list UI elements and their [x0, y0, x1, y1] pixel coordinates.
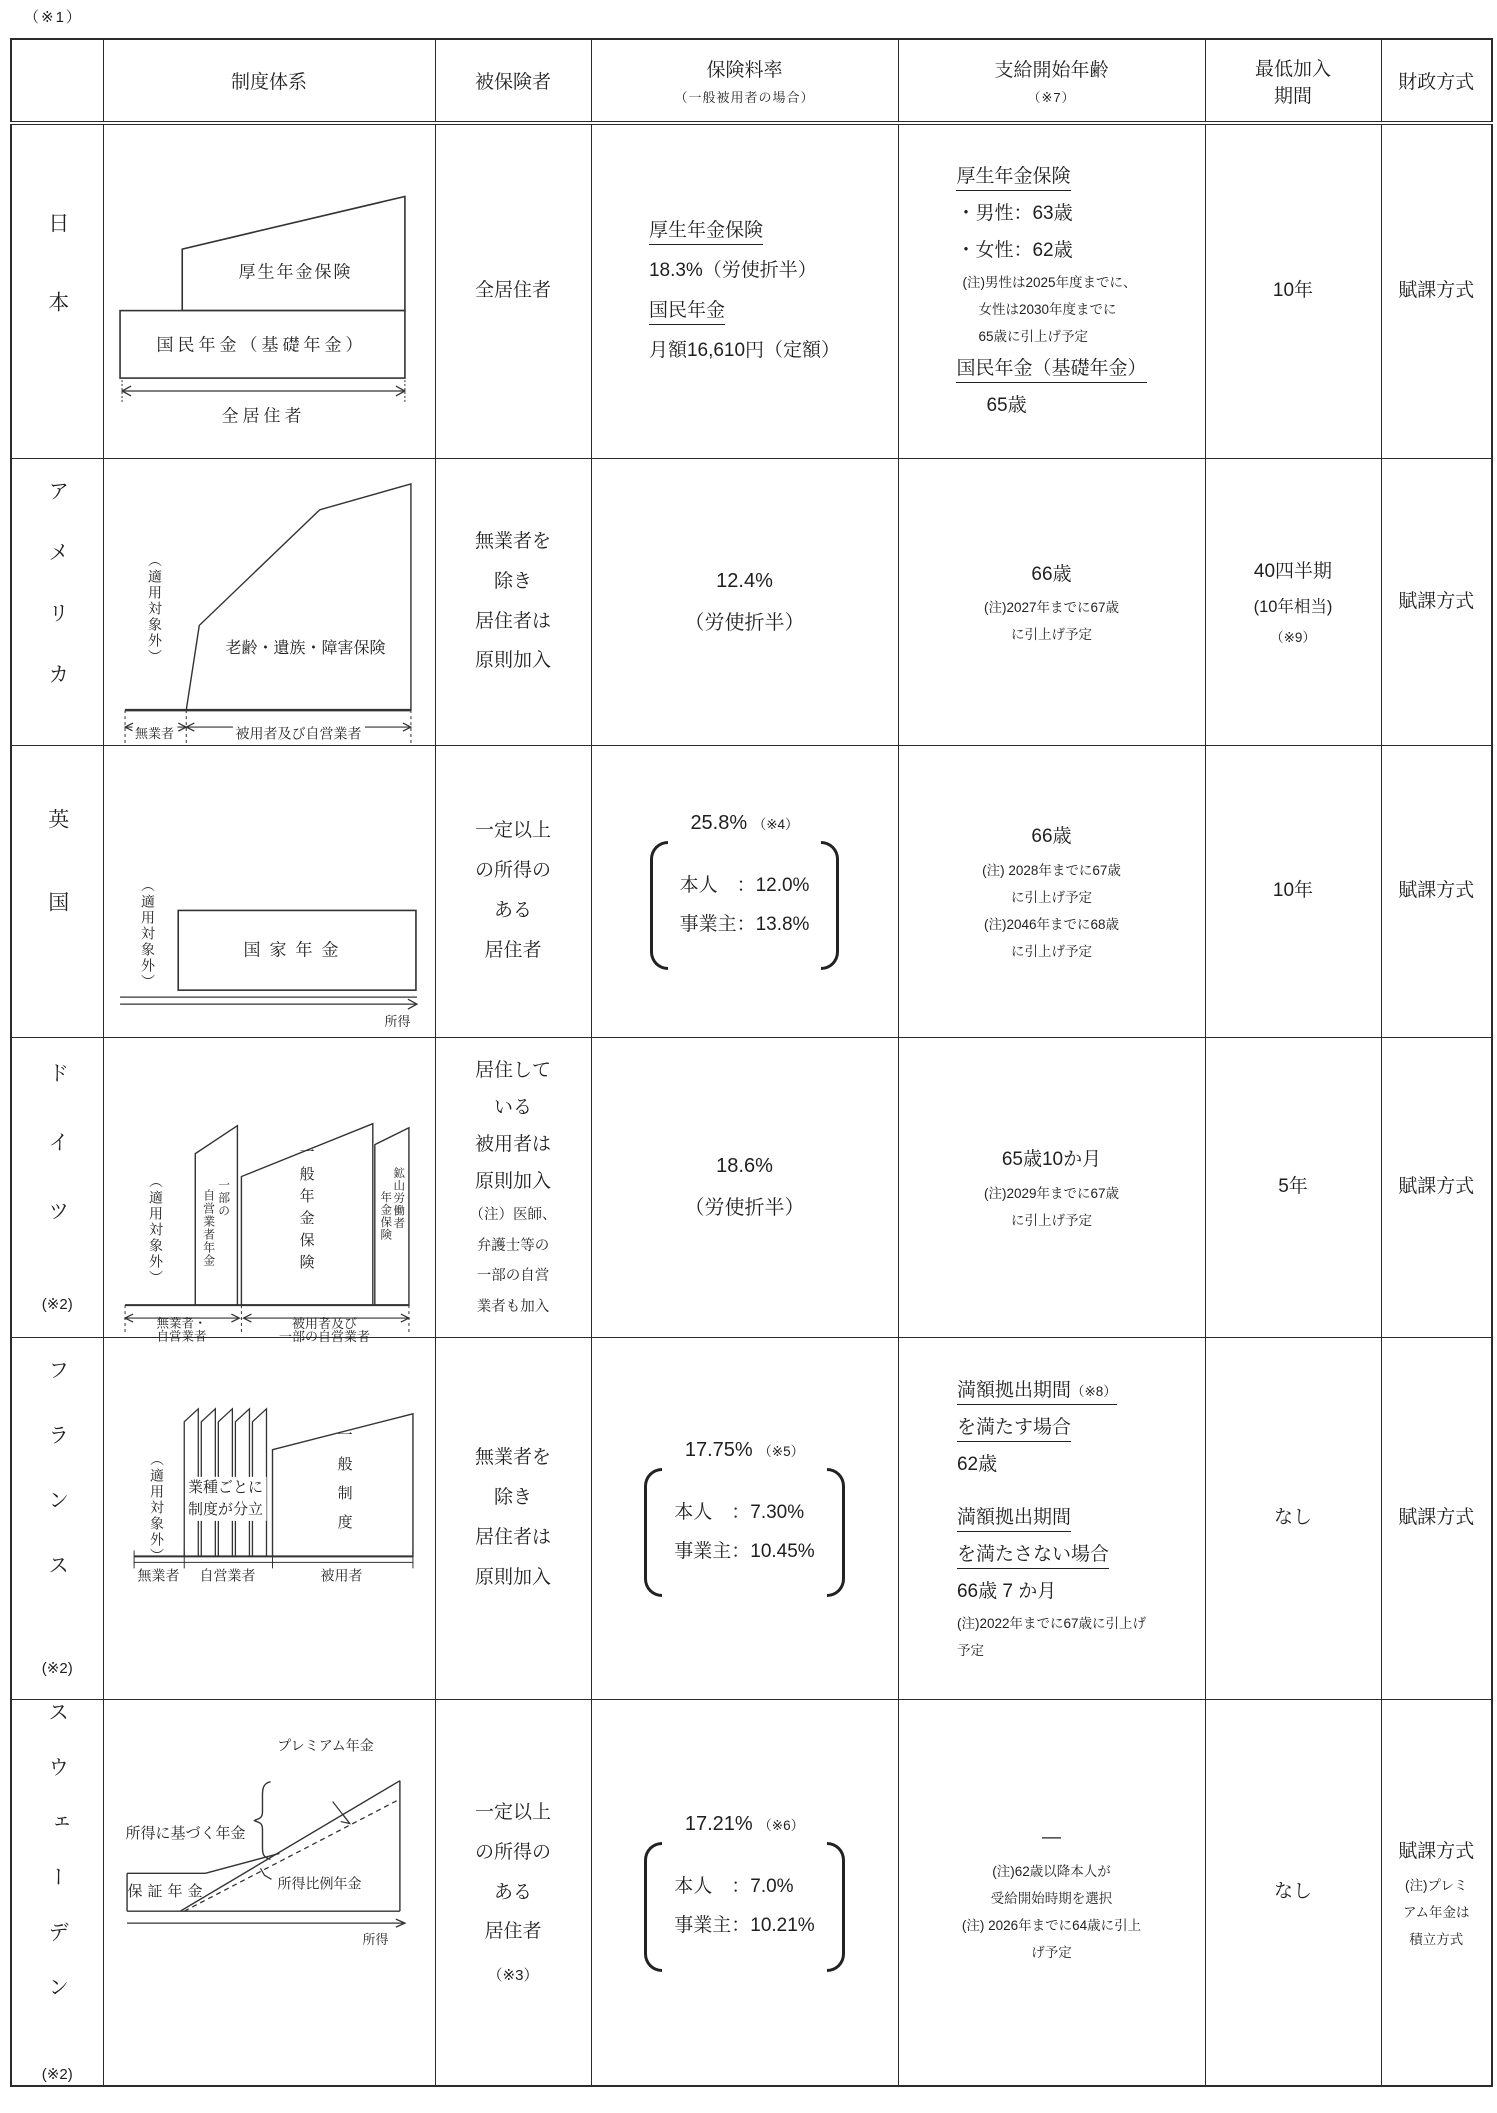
usa-min-line3: （※9）: [1270, 630, 1316, 646]
usa-system-diagram: [103, 458, 435, 745]
uk-financing-cell: [1381, 745, 1492, 1037]
sweden-rate-cell: [591, 1699, 898, 2086]
header-age-title: 支給開始年齢: [994, 60, 1109, 81]
usa-min-line1: 40四半期: [1253, 560, 1333, 582]
sweden-rate-bracket: [592, 1842, 898, 1972]
japan-country-label: 日本: [45, 212, 69, 371]
japan-financing-cell: [1381, 123, 1492, 458]
sweden-insured-cell: [435, 1699, 591, 2086]
pension-comparison-table: [10, 38, 1493, 2087]
header-system: 制度体系: [103, 39, 435, 123]
sweden-country-label: スウェーデン: [45, 1701, 69, 2032]
uk-rate-employer: 事業主：13.8%: [679, 913, 810, 935]
france-age-case1-title2: を満たす場合: [957, 1417, 1071, 1442]
france-slabs-label-line1: 業種ごとに: [185, 1476, 266, 1498]
row-usa: [11, 458, 1492, 745]
sweden-rate-value: 17.21%: [684, 1812, 753, 1835]
header-min-line2: 期間: [1273, 85, 1312, 107]
sweden-insured-line4: 居住者: [484, 1921, 542, 1943]
row-germany: [11, 1037, 1492, 1337]
japan-min-period-cell: [1205, 123, 1381, 458]
uk-bracket-right: [821, 841, 839, 971]
japan-system-diagram: [103, 123, 435, 458]
france-rate-bracket: [592, 1468, 898, 1598]
sweden-age-note3: (注) 2026年までに64歳に引上: [961, 1918, 1142, 1934]
usa-country-cell: [11, 458, 103, 745]
uk-axis-label: 所得: [384, 1013, 411, 1029]
uk-age-note4: に引上げ予定: [1011, 943, 1092, 959]
sweden-age-cell: [898, 1699, 1205, 2086]
japan-rate-line4: 月額16,610円（定額）: [648, 340, 841, 362]
germany-excluded-label: （適用対象外）: [147, 1173, 164, 1286]
header-age: [898, 39, 1205, 123]
header-age-sub: （※7）: [1027, 90, 1076, 105]
germany-country-note: (※2): [41, 1295, 73, 1313]
usa-rate-cell: [591, 458, 898, 745]
header-row: [11, 39, 1492, 123]
japan-age-note3: 65歳に引上げ予定: [978, 329, 1089, 345]
france-insured-line4: 原則加入: [474, 1566, 551, 1588]
france-country-cell: [11, 1337, 103, 1699]
uk-box-label: 国家年金: [243, 940, 348, 960]
france-rate-employer: 事業主：10.45%: [674, 1540, 815, 1562]
uk-country-cell: [11, 745, 103, 1037]
sweden-system-diagram: [103, 1699, 435, 2086]
sweden-financing-note2: アム年金は: [1402, 1904, 1470, 1920]
germany-age-note2: に引上げ予定: [1011, 1212, 1092, 1228]
header-financing: 財政方式: [1381, 39, 1492, 123]
uk-insured-line4: 居住者: [484, 939, 542, 961]
header-country: [11, 39, 103, 123]
japan-age-kosei-title: 厚生年金保険: [956, 166, 1070, 191]
usa-seg2-label: 被用者及び自営業者: [233, 723, 365, 744]
row-japan: [11, 123, 1492, 458]
germany-seg2-label-line1: 被用者及び: [291, 1315, 358, 1331]
france-age-case2-title2: を満たさない場合: [957, 1544, 1109, 1569]
row-sweden: [11, 1699, 1492, 2086]
japan-all-residents-label: 全居住者: [221, 406, 306, 426]
uk-rate-note: （※4）: [752, 816, 799, 832]
usa-age-note2: に引上げ予定: [1011, 627, 1092, 643]
france-excluded-label: （適用対象外）: [148, 1451, 165, 1564]
france-insured-cell: [435, 1337, 591, 1699]
usa-financing: 賦課方式: [1398, 590, 1475, 612]
sweden-age-note2: 受給開始時期を選択: [990, 1891, 1113, 1907]
sweden-age-main: —: [1042, 1827, 1061, 1849]
sweden-financing-note3: 積立方式: [1409, 1931, 1464, 1947]
france-age-note2: 予定: [956, 1643, 984, 1659]
sweden-age-note4: げ予定: [1031, 1945, 1072, 1961]
germany-insured-line3: 被用者は: [474, 1134, 551, 1156]
japan-age-kokumin-age: 65歳: [986, 395, 1027, 417]
uk-rate-cell: [591, 745, 898, 1037]
france-seg2-label: 自営業者: [199, 1567, 256, 1584]
japan-age-male: ・男性：63歳: [956, 203, 1073, 225]
france-min-period: なし: [1273, 1507, 1312, 1529]
france-system-diagram: [103, 1337, 435, 1699]
sweden-min-period-cell: [1205, 1699, 1381, 2086]
uk-financing: 賦課方式: [1398, 880, 1475, 902]
germany-financing: 賦課方式: [1398, 1176, 1475, 1198]
france-min-period-cell: [1205, 1337, 1381, 1699]
germany-slab1-label-part1: 一部の: [216, 1178, 231, 1217]
sweden-income-based-label: 所得に基づく年金: [125, 1824, 246, 1842]
germany-insured-note3: 一部の自営: [476, 1268, 550, 1285]
usa-age-note1: (注)2027年までに67歳: [983, 600, 1120, 616]
header-rate-title: 保険料率: [706, 60, 783, 81]
france-age-cell: [898, 1337, 1205, 1699]
germany-min-period-cell: [1205, 1037, 1381, 1337]
france-bracket-left: [644, 1468, 662, 1598]
france-seg3-label: 被用者: [320, 1567, 363, 1584]
france-bracket-right: [827, 1468, 845, 1598]
sweden-country-note: (※2): [41, 2066, 73, 2084]
japan-kokumin-label: 国民年金（基礎年金）: [156, 335, 367, 355]
germany-system-diagram: [103, 1037, 435, 1344]
usa-age-cell: [898, 458, 1205, 745]
germany-insured-note2: 弁護士等の: [476, 1237, 550, 1254]
uk-bracket-left: [650, 841, 668, 971]
sweden-financing: 賦課方式: [1398, 1840, 1475, 1862]
uk-insured-line3: ある: [493, 900, 532, 921]
usa-insured-line4: 原則加入: [474, 650, 551, 672]
germany-insured-note1: （注）医師、: [469, 1207, 557, 1224]
japan-age-kokumin-title: 国民年金（基礎年金）: [956, 358, 1146, 383]
germany-seg2-label-line2: 一部の自営業者: [278, 1328, 371, 1344]
uk-country-label: 英国: [45, 808, 69, 974]
france-age-case1-note: （※8）: [1070, 1383, 1117, 1399]
japan-country-cell: [11, 123, 103, 458]
sweden-rate-person: 本人 ：7.0%: [674, 1875, 794, 1897]
france-age-case2-age: 66歳 7 か月: [956, 1581, 1057, 1603]
germany-seg1-label-line1: 無業者・: [156, 1316, 207, 1331]
germany-insured-line1: 居住して: [474, 1060, 551, 1082]
sweden-min-period: なし: [1273, 1881, 1312, 1903]
uk-rate-value: 25.8%: [690, 811, 748, 834]
france-rate-cell: [591, 1337, 898, 1699]
usa-insured-line1: 無業者を: [474, 530, 551, 552]
uk-insured-cell: [435, 745, 591, 1037]
uk-insured-line2: の所得の: [474, 860, 551, 882]
sweden-rate-note: （※6）: [758, 1817, 805, 1833]
japan-rate-line1: 厚生年金保険: [649, 220, 763, 245]
header-insured: 被保険者: [435, 39, 591, 123]
uk-excluded-label: （適用対象外）: [139, 877, 156, 990]
germany-financing-cell: [1381, 1037, 1492, 1337]
germany-slab3-label-part1: 鉱山労働者: [392, 1166, 405, 1229]
uk-age-note1: (注) 2028年までに67歳: [982, 862, 1121, 878]
japan-insured-cell: [435, 123, 591, 458]
usa-min-period-cell: [1205, 458, 1381, 745]
sweden-age-note1: (注)62歳以降本人が: [992, 1864, 1111, 1880]
france-insured-line1: 無業者を: [474, 1447, 551, 1469]
france-seg1-label: 無業者: [137, 1567, 180, 1584]
usa-insured-line2: 除き: [493, 570, 532, 592]
uk-rate-person: 本人 ：12.0%: [679, 874, 810, 896]
france-rate-value: 17.75%: [684, 1438, 753, 1461]
usa-country-label: アメリカ: [45, 479, 69, 724]
germany-slab1-label-part2: 自営業者年金: [201, 1188, 216, 1267]
usa-rate-value: 12.4%: [716, 569, 773, 592]
france-slabs-label-line2: 制度が分立: [185, 1498, 266, 1520]
uk-age-main: 66歳: [1031, 826, 1072, 848]
france-age-case1-title: 満額拠出期間: [956, 1379, 1071, 1401]
sweden-rate-employer: 事業主：10.21%: [674, 1914, 815, 1936]
page-footnote-ref: （※1）: [24, 9, 83, 26]
uk-age-note3: (注)2046年までに68歳: [983, 916, 1120, 932]
usa-insured-cell: [435, 458, 591, 745]
usa-min-line2: (10年相当): [1253, 598, 1333, 617]
uk-system-diagram: [103, 745, 435, 1037]
france-financing: 賦課方式: [1398, 1507, 1475, 1529]
germany-insured-note4: 業者も加入: [476, 1298, 550, 1315]
sweden-insured-line3: ある: [493, 1881, 532, 1903]
sweden-bracket-right: [827, 1842, 845, 1972]
france-insured-line3: 居住者は: [474, 1527, 551, 1548]
sweden-insured-note: （※3）: [487, 1967, 539, 1985]
japan-financing: 賦課方式: [1398, 280, 1475, 302]
japan-age-female: ・女性：62歳: [956, 240, 1073, 262]
germany-insured-line2: いる: [493, 1097, 532, 1119]
uk-age-cell: [898, 745, 1205, 1037]
germany-seg1-label-line2: 自営業者: [156, 1329, 207, 1344]
france-country-note: (※2): [41, 1660, 73, 1677]
france-financing-cell: [1381, 1337, 1492, 1699]
germany-age-main: 65歳10か月: [1001, 1149, 1102, 1171]
usa-seg1-label: 無業者: [132, 724, 177, 744]
japan-rate-line2: 18.3%（労使折半）: [648, 260, 817, 282]
germany-slab3-label-part2: 年金保険: [379, 1190, 392, 1241]
header-rate-sub: （一般被用者の場合）: [674, 90, 815, 105]
japan-insured-text: 全居住者: [474, 280, 551, 302]
sweden-country-cell: [11, 1699, 103, 2086]
germany-rate-cell: [591, 1037, 898, 1337]
usa-age-main: 66歳: [1031, 563, 1072, 585]
header-min-period: [1205, 39, 1381, 123]
france-age-case2-title: 満額拠出期間: [957, 1507, 1071, 1532]
japan-kosei-label: 厚生年金保険: [238, 262, 353, 282]
germany-age-note1: (注)2029年までに67歳: [983, 1185, 1120, 1201]
uk-min-period: 10年: [1272, 880, 1314, 902]
germany-insured-line4: 原則加入: [474, 1171, 551, 1193]
sweden-financing-note1: (注)プレミ: [1405, 1877, 1468, 1893]
france-country-label: フランス: [45, 1359, 69, 1619]
france-rate-person: 本人 ：7.30%: [674, 1501, 805, 1523]
row-uk: [11, 745, 1492, 1037]
japan-min-period: 10年: [1272, 280, 1314, 302]
uk-rate-bracket: [592, 841, 898, 971]
france-general-label: 一般制度: [335, 1426, 353, 1543]
usa-excluded-label: （適用対象外）: [146, 552, 163, 665]
germany-country-cell: [11, 1037, 103, 1337]
germany-country-label: ドイツ: [45, 1061, 69, 1269]
uk-age-note2: に引上げ予定: [1011, 889, 1092, 905]
germany-slab2-label: 一般年金保険: [297, 1143, 315, 1276]
japan-age-note2: 女性は2030年度までに: [978, 302, 1117, 318]
france-age-note1: (注)2022年までに67歳に引上げ: [956, 1616, 1147, 1632]
sweden-insured-line1: 一定以上: [474, 1801, 551, 1823]
usa-insured-line3: 居住者は: [474, 610, 551, 632]
germany-rate-value: 18.6%: [716, 1155, 773, 1177]
row-france: [11, 1337, 1492, 1699]
japan-rate-cell: [591, 123, 898, 458]
header-rate: [591, 39, 898, 123]
sweden-premium-label: プレミアム年金: [277, 1737, 374, 1754]
japan-age-note1: (注)男性は2025年度までに、: [962, 275, 1137, 291]
germany-age-cell: [898, 1037, 1205, 1337]
france-age-case1-age: 62歳: [956, 1453, 998, 1475]
usa-rate-sub: （労使折半）: [684, 611, 805, 634]
germany-min-period: 5年: [1278, 1176, 1308, 1198]
sweden-income-proportional-label: 所得比例年金: [277, 1875, 362, 1892]
usa-shape-label: 老齢・遺族・障害保険: [225, 639, 386, 657]
uk-min-period-cell: [1205, 745, 1381, 1037]
sweden-insured-line2: の所得の: [474, 1841, 551, 1863]
sweden-financing-cell: [1381, 1699, 1492, 2086]
sweden-axis-label: 所得: [362, 1931, 389, 1947]
germany-insured-cell: [435, 1037, 591, 1337]
sweden-bracket-left: [644, 1842, 662, 1972]
usa-financing-cell: [1381, 458, 1492, 745]
japan-rate-line3: 国民年金: [649, 300, 725, 325]
header-min-line1: 最低加入: [1254, 58, 1331, 80]
japan-age-cell: [898, 123, 1205, 458]
germany-rate-sub: （労使折半）: [684, 1197, 805, 1219]
uk-insured-line1: 一定以上: [474, 820, 551, 842]
sweden-guarantee-label: 保証年金: [127, 1882, 208, 1900]
france-insured-line2: 除き: [493, 1487, 532, 1509]
france-rate-note: （※5）: [758, 1443, 805, 1459]
